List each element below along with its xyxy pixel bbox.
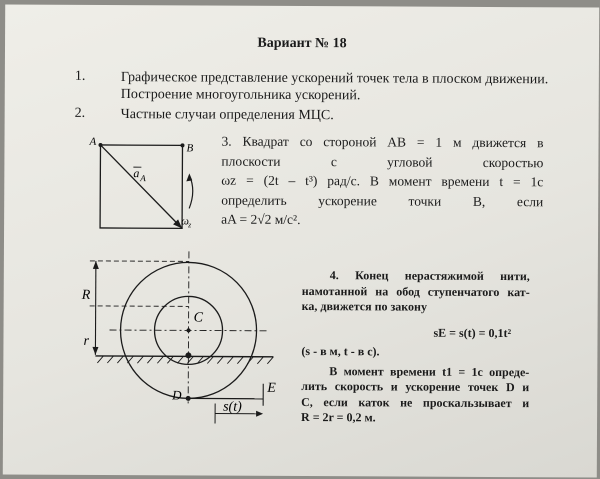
question-1-number: 1. bbox=[74, 68, 86, 84]
contact-point bbox=[185, 352, 191, 358]
question-1-line-1: Графическое представление ускорений точек тела в плоском движении. bbox=[120, 70, 549, 88]
question-1-text bbox=[121, 69, 549, 105]
problem-4-line-7: лить скорость и ускорение точек D и bbox=[301, 379, 530, 395]
vector-label: a bbox=[133, 166, 140, 181]
point-d-label: D bbox=[172, 387, 182, 403]
point-d-dot bbox=[186, 396, 191, 401]
rotation-arrowhead bbox=[186, 173, 192, 181]
acceleration-vector-line bbox=[100, 145, 182, 228]
question-2-number: 2. bbox=[74, 105, 86, 121]
problem-4-line-3: ка, движется по закону bbox=[301, 299, 428, 314]
vertical-axis bbox=[188, 251, 189, 403]
omega-subscript: z bbox=[188, 220, 192, 230]
ground-line bbox=[95, 356, 273, 357]
roller-figure bbox=[73, 245, 294, 426]
problem-4-law: sE = s(t) = 0,1t² bbox=[433, 325, 512, 340]
r-arrow-bottom bbox=[92, 347, 98, 355]
radius-big-label: R bbox=[81, 287, 91, 303]
point-e-label: E bbox=[267, 380, 276, 396]
point-a-dot bbox=[98, 143, 102, 147]
problem-3-text bbox=[221, 132, 544, 232]
problem-4-text bbox=[301, 268, 530, 427]
point-a-label: A bbox=[89, 135, 97, 148]
question-1-line-2: Построение многоугольника ускорений. bbox=[120, 87, 361, 104]
point-b-label: B bbox=[186, 142, 194, 155]
vector-subscript: A bbox=[140, 173, 146, 184]
omega-label: ω bbox=[181, 215, 189, 228]
problem-4-line-8: C, если каток не проскальзывает и bbox=[301, 394, 530, 410]
problem-4-line-1: 4. Конец нерастяжимой нити, bbox=[329, 268, 530, 284]
problem-4-line-2: намотанной на обод ступенчатого кат- bbox=[301, 283, 530, 299]
problem-4-line-6: В момент времени t1 = 1с опреде- bbox=[329, 363, 530, 379]
center-c-dot bbox=[187, 328, 191, 332]
displacement-label: s(t) bbox=[223, 399, 242, 415]
variant-title: Вариант № 18 bbox=[257, 35, 347, 52]
problem-3-line-4: определить ускорение точки B, если bbox=[221, 192, 544, 210]
displacement-arrowhead bbox=[256, 411, 263, 417]
square-figure bbox=[82, 133, 208, 234]
problem-4-line-9: R = 2r = 0,2 м. bbox=[301, 410, 376, 425]
problem-3-line-5: aA = 2√2 м/с². bbox=[221, 211, 301, 228]
problem-3-line-2: плоскости с угловой скоростью bbox=[221, 153, 544, 170]
inner-top-extension-line bbox=[90, 306, 189, 307]
r-arrow-top bbox=[93, 261, 99, 269]
problem-4-units: (s - в м, t - в с). bbox=[301, 344, 380, 359]
exam-sheet bbox=[3, 4, 599, 477]
center-c-label: C bbox=[193, 310, 203, 326]
question-2-text: Частные случаи определения МЦС. bbox=[120, 107, 334, 124]
problem-3-line-1: 3. Квадрат со стороной AB = 1 м движется в bbox=[221, 133, 544, 151]
top-extension-line bbox=[90, 261, 189, 262]
problem-3-line-3: ωz = (2t – t³) рад/с. В момент времени t = 1с bbox=[221, 172, 544, 190]
radius-small-label: r bbox=[83, 333, 89, 349]
point-b-dot bbox=[180, 143, 184, 147]
